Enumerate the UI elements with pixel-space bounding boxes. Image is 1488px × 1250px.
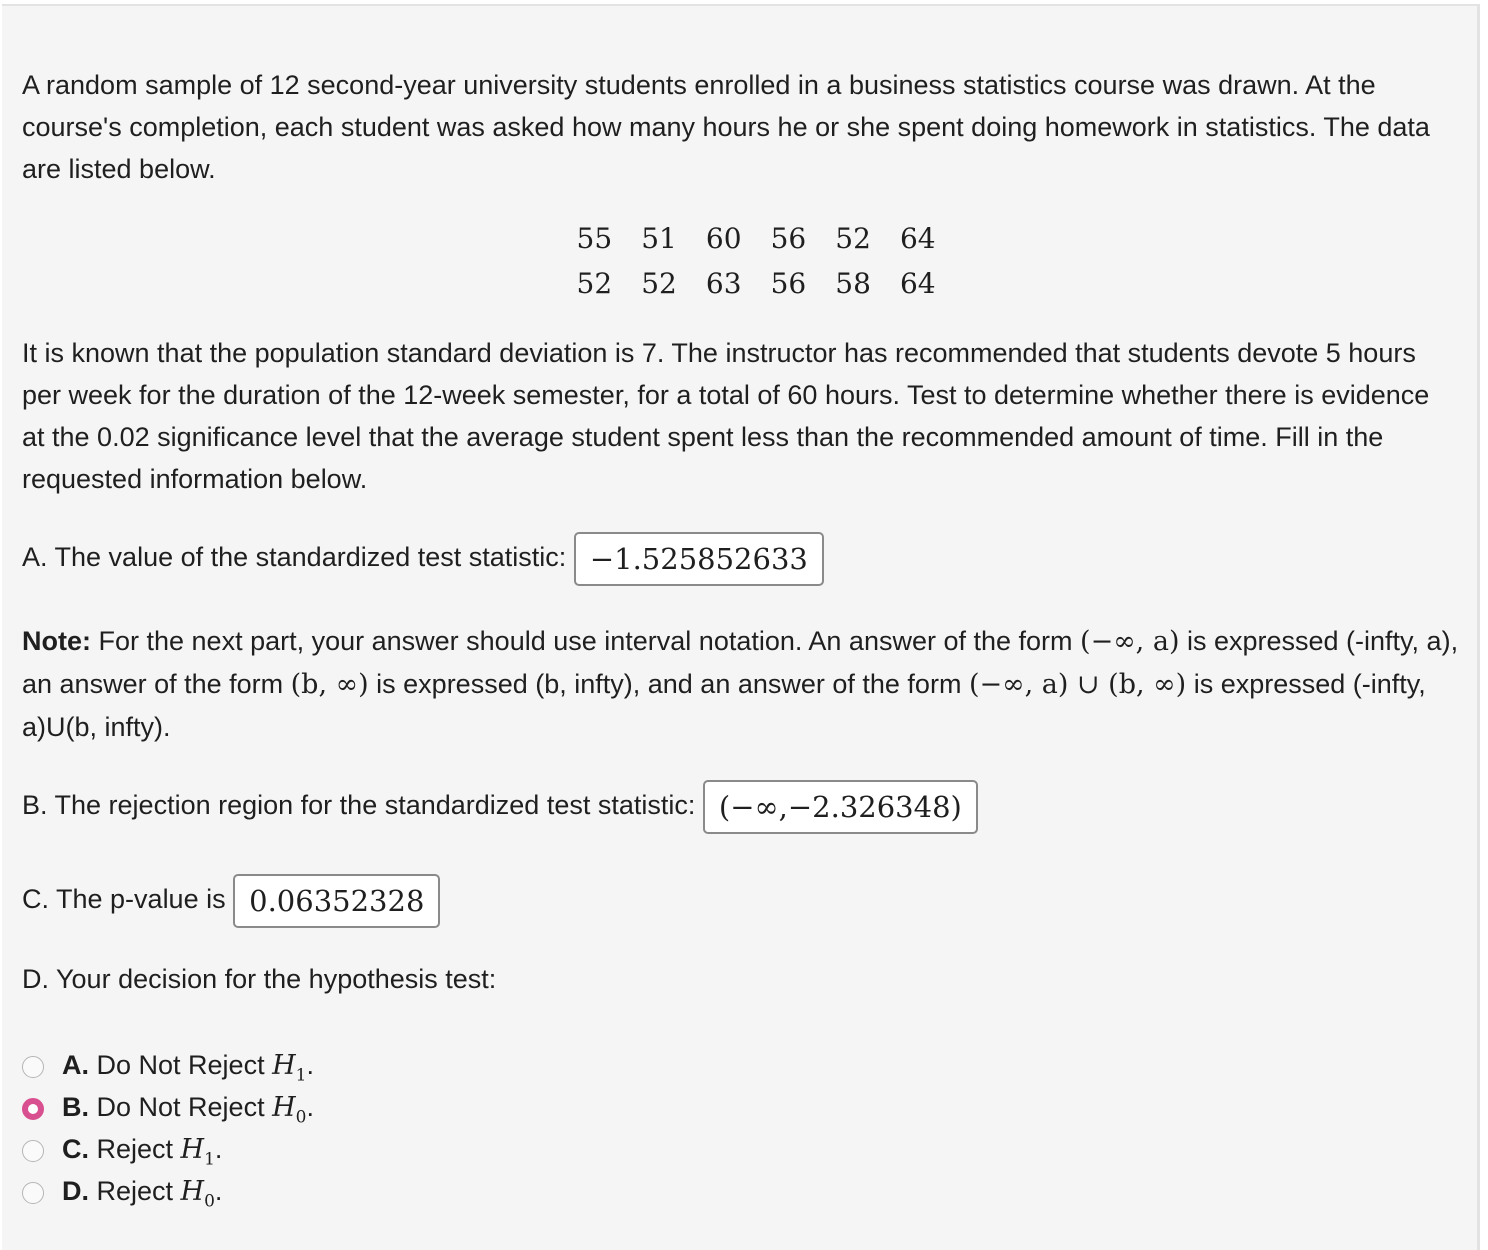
radio-button-selected[interactable] <box>22 1098 44 1120</box>
note-text-4: is expressed (-infty, a)U(b, infty). <box>22 669 1426 742</box>
part-c <box>22 874 440 928</box>
option-label: C. Reject $H_1$. <box>62 1134 223 1170</box>
note-text-1: For the next part, your answer should use interval notation. An answer of the form <box>91 626 1081 656</box>
part-a-label: A. The value of the standardized test statistic: <box>22 542 567 573</box>
context-text: It is known that the population standard deviation is 7. The instructor has recommended that students devote 5 hours per week for the duration of the 12-week semester, for a total of 60 hours. Test to determine whether there is evidence at the 0.02 significance level that the average student spent less than the recommended amount of time. Fill in the requested information below. <box>22 338 1430 494</box>
data-cell: 56 <box>770 267 807 300</box>
data-cell: 52 <box>835 222 871 255</box>
note-text <box>22 620 1462 748</box>
option-label: A. Do Not Reject $H_1$. <box>62 1050 314 1086</box>
option-label: D. Reject $H_0$. <box>62 1176 223 1212</box>
note-math-3: (−∞, a) ∪ (b, ∞) <box>968 669 1187 700</box>
data-table <box>562 216 950 306</box>
data-row <box>562 216 950 261</box>
data-cell: 51 <box>641 222 677 255</box>
p-value-answer[interactable]: 0.06352328 <box>233 874 440 928</box>
data-row <box>562 261 950 306</box>
option-label: B. Do Not Reject $H_0$. <box>62 1092 314 1128</box>
part-b <box>22 780 978 834</box>
intro-text: A random sample of 12 second-year university students enrolled in a business statistics course was drawn. At the course's completion, each student was asked how many hours he or she spent doing homework in statistics. The data are listed below. <box>22 70 1430 184</box>
radio-button[interactable] <box>22 1056 44 1078</box>
test-statistic-answer[interactable]: −1.525852633 <box>574 532 824 586</box>
note-math-1: (−∞, a) <box>1080 626 1180 657</box>
data-cell: 58 <box>835 267 871 300</box>
rejection-region-answer[interactable]: (−∞,−2.326348) <box>703 780 978 834</box>
note-text-3: is expressed (b, infty), and an answer of the form <box>368 669 969 699</box>
part-d <box>22 964 496 995</box>
part-a <box>22 532 824 586</box>
data-cell: 52 <box>641 267 677 300</box>
question-panel <box>2 4 1480 1250</box>
data-cell: 56 <box>770 222 807 255</box>
data-cell: 64 <box>899 267 936 300</box>
radio-button[interactable] <box>22 1140 44 1162</box>
data-cell: 63 <box>705 267 742 300</box>
part-d-label: D. Your decision for the hypothesis test: <box>22 964 497 994</box>
note-label: Note: <box>22 626 91 656</box>
part-c-label: C. The p-value is <box>22 884 226 915</box>
note-math-2: (b, ∞) <box>290 669 369 700</box>
data-cell: 60 <box>705 222 742 255</box>
data-cell: 64 <box>899 222 936 255</box>
part-b-label: B. The rejection region for the standardized test statistic: <box>22 790 696 821</box>
data-cell: 52 <box>576 267 613 300</box>
note-text-2: is expressed (-infty, a), an answer of the form <box>22 626 1459 699</box>
radio-button[interactable] <box>22 1182 44 1204</box>
data-cell: 55 <box>576 222 613 255</box>
